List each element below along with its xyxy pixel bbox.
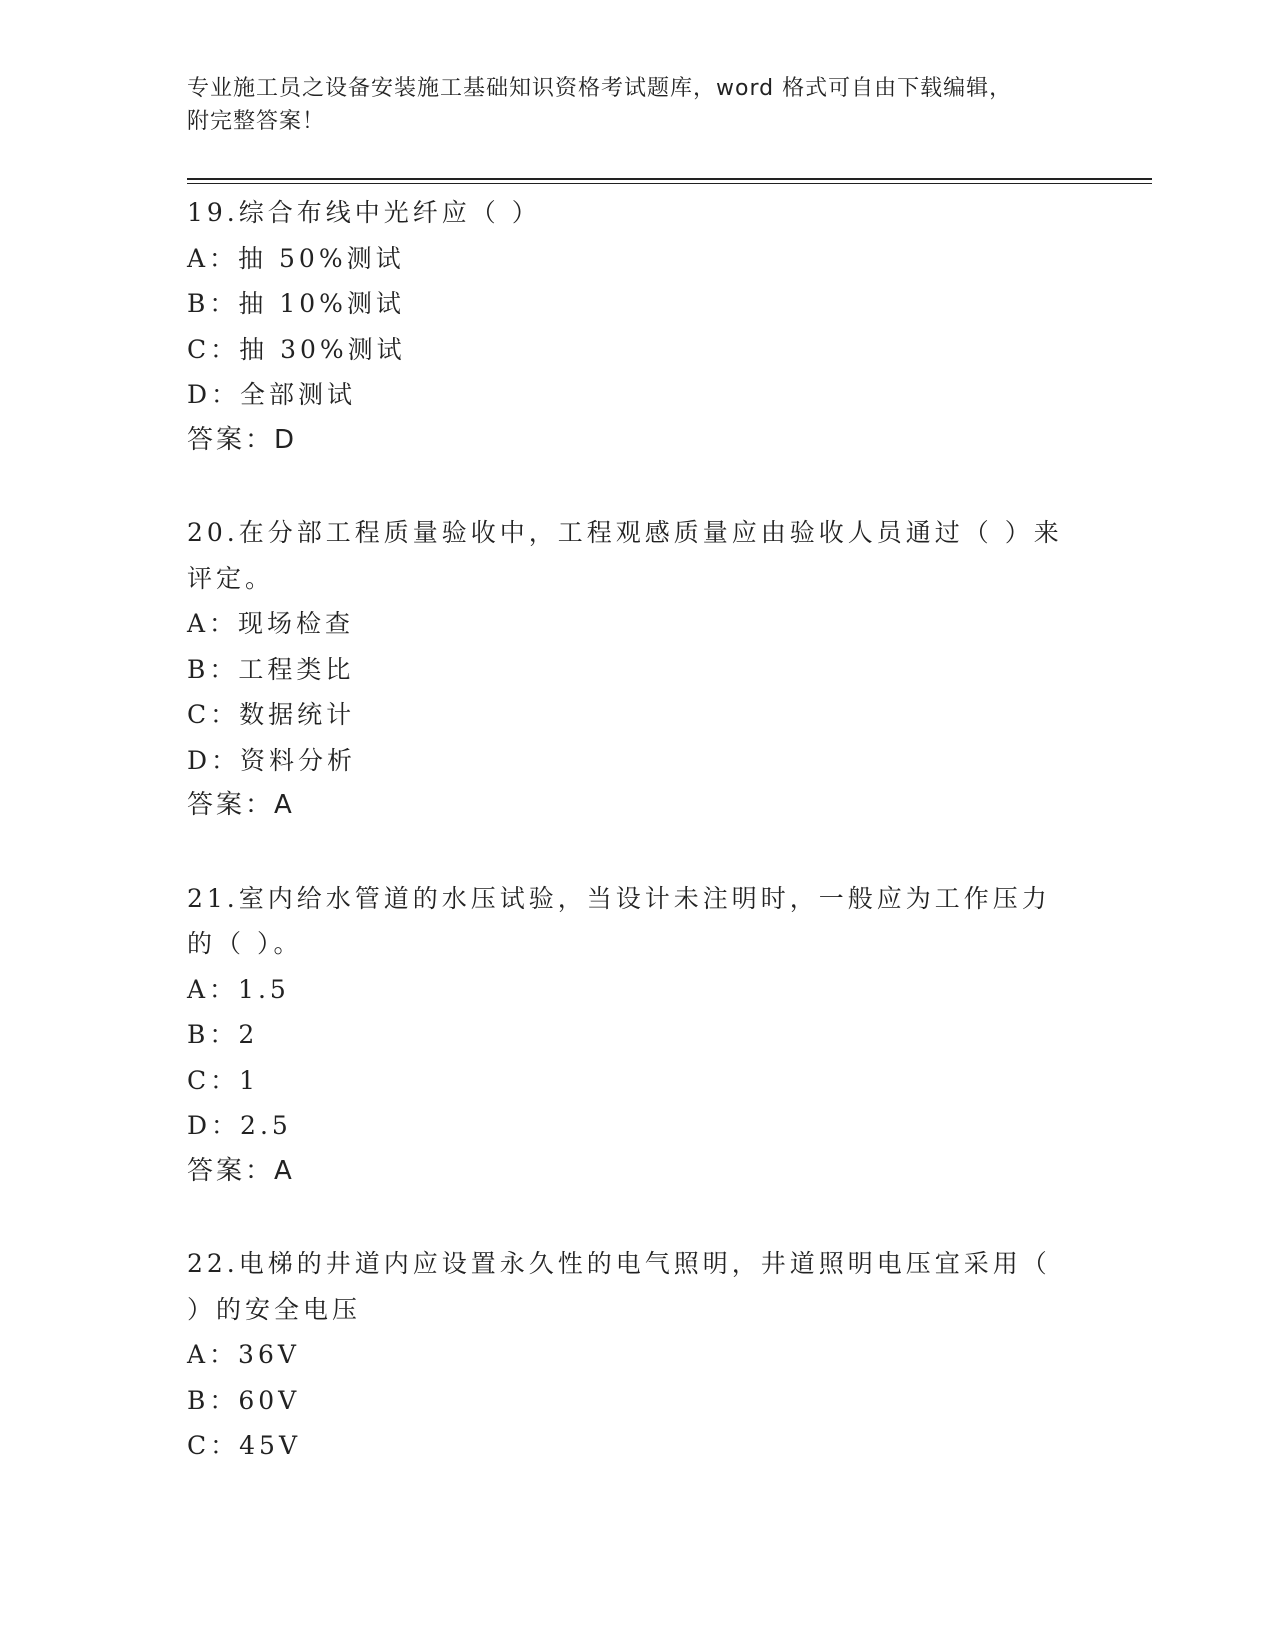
option-d: D：资料分析	[187, 745, 357, 775]
question-stem: 19.综合布线中光纤应（ ）	[187, 198, 541, 227]
question-list	[187, 190, 1067, 1516]
option-b: B：工程类比	[187, 654, 355, 684]
option-d: D：2.5	[187, 1111, 292, 1140]
option-d: D：全部测试	[187, 380, 357, 409]
header-divider-thin	[187, 183, 1152, 184]
option-b: B：抽 10%测试	[187, 289, 405, 318]
answer-label: 答案：A	[187, 1155, 295, 1186]
option-a: A：1.5	[187, 974, 290, 1004]
question-20	[187, 510, 1067, 829]
option-a: A：36V	[187, 1340, 300, 1369]
option-c: C：1	[187, 1065, 260, 1095]
answer-label: 答案：A	[187, 790, 295, 820]
header-divider-thick	[187, 178, 1152, 180]
question-21	[187, 876, 1067, 1195]
option-b: B：2	[187, 1020, 259, 1049]
question-stem: 22.电梯的井道内应设置永久性的电气照明，井道照明电压宜采用（ ）的安全电压	[187, 1249, 1063, 1324]
option-c: C：45V	[187, 1431, 301, 1460]
answer-label: 答案：D	[187, 424, 298, 455]
document-header	[187, 72, 1067, 138]
option-a: A：现场检查	[187, 609, 355, 638]
question-stem: 21.室内给水管道的水压试验，当设计未注明时，一般应为工作压力的（ ）。	[187, 883, 1051, 958]
question-22	[187, 1241, 1067, 1469]
header-intro-line-2: 附完整答案！	[187, 109, 326, 134]
option-c: C：抽 30%测试	[187, 334, 406, 364]
option-c: C：数据统计	[187, 700, 356, 729]
option-a: A：抽 50%测试	[187, 243, 405, 273]
header-intro-line-1: 专业施工员之设备安装施工基础知识资格考试题库，word 格式可自由下载编辑，	[187, 76, 1013, 101]
question-stem: 20.在分部工程质量验收中，工程观感质量应由验收人员通过（ ）来评定。	[187, 518, 1063, 593]
option-b: B：60V	[187, 1385, 301, 1415]
question-19	[187, 190, 1067, 463]
document-page	[187, 0, 1152, 1650]
